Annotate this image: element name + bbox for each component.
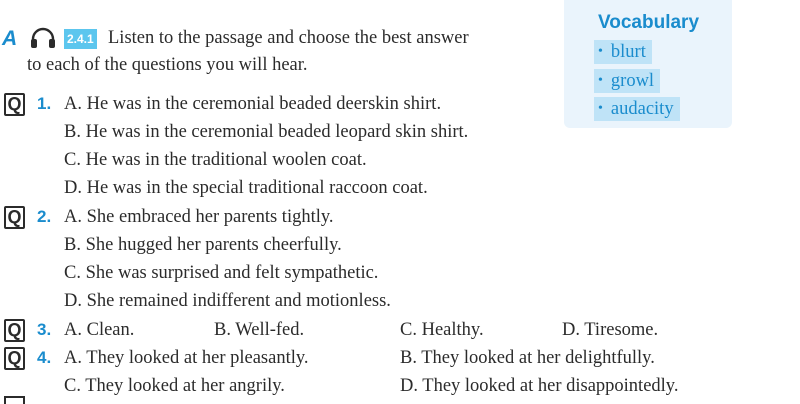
instruction-line-2: to each of the questions you will hear. <box>27 55 308 75</box>
answer-option[interactable]: C. They looked at her angrily. <box>64 376 285 396</box>
answer-option[interactable]: A. They looked at her pleasantly. <box>64 348 309 368</box>
answer-option[interactable]: C. Healthy. <box>400 320 484 340</box>
answer-option[interactable]: C. She was surprised and felt sympathetic. <box>64 263 379 283</box>
headphones-icon[interactable] <box>28 27 58 49</box>
question-marker: Q <box>4 347 25 370</box>
answer-option[interactable]: A. She embraced her parents tightly. <box>64 207 334 227</box>
question-marker: Q <box>4 319 25 342</box>
answer-option[interactable]: A. He was in the ceremonial beaded deerskin shirt. <box>64 94 442 114</box>
vocab-word: blurt <box>610 42 646 62</box>
vocab-item <box>594 69 660 93</box>
question-marker: Q <box>4 206 25 229</box>
question-number: 2. <box>37 207 52 226</box>
vocabulary-title: Vocabulary <box>598 12 700 33</box>
vocab-item <box>594 97 680 121</box>
instruction-line-1: Listen to the passage and choose the best answer <box>108 28 469 48</box>
answer-option[interactable]: D. She remained indifferent and motionless. <box>64 291 391 311</box>
answer-option[interactable]: C. He was in the traditional woolen coat. <box>64 150 367 170</box>
answer-option[interactable]: B. She hugged her parents cheerfully. <box>64 235 342 255</box>
bullet-icon: • <box>598 101 603 116</box>
question-marker: Q <box>4 93 25 116</box>
bullet-icon: • <box>598 44 603 59</box>
question-number: 4. <box>37 348 52 367</box>
question-number: 1. <box>37 94 52 113</box>
answer-option[interactable]: D. Tiresome. <box>562 320 659 340</box>
answer-option[interactable]: B. He was in the ceremonial beaded leopard skin shirt. <box>64 122 469 142</box>
bullet-icon: • <box>598 73 603 88</box>
answer-option[interactable]: B. They looked at her delightfully. <box>400 348 655 368</box>
audio-track-badge[interactable]: 2.4.1 <box>64 29 97 49</box>
vocab-word: growl <box>610 71 655 91</box>
answer-option[interactable]: D. He was in the special traditional raccoon coat. <box>64 178 428 198</box>
section-letter: A <box>2 27 18 50</box>
answer-option[interactable]: D. They looked at her disappointedly. <box>400 376 679 396</box>
vocab-item <box>594 40 652 64</box>
answer-option[interactable]: B. Well-fed. <box>214 320 305 340</box>
answer-option[interactable]: A. Clean. <box>64 320 135 340</box>
question-marker-partial <box>4 396 25 404</box>
question-number: 3. <box>37 320 52 339</box>
vocab-word: audacity <box>610 99 674 119</box>
